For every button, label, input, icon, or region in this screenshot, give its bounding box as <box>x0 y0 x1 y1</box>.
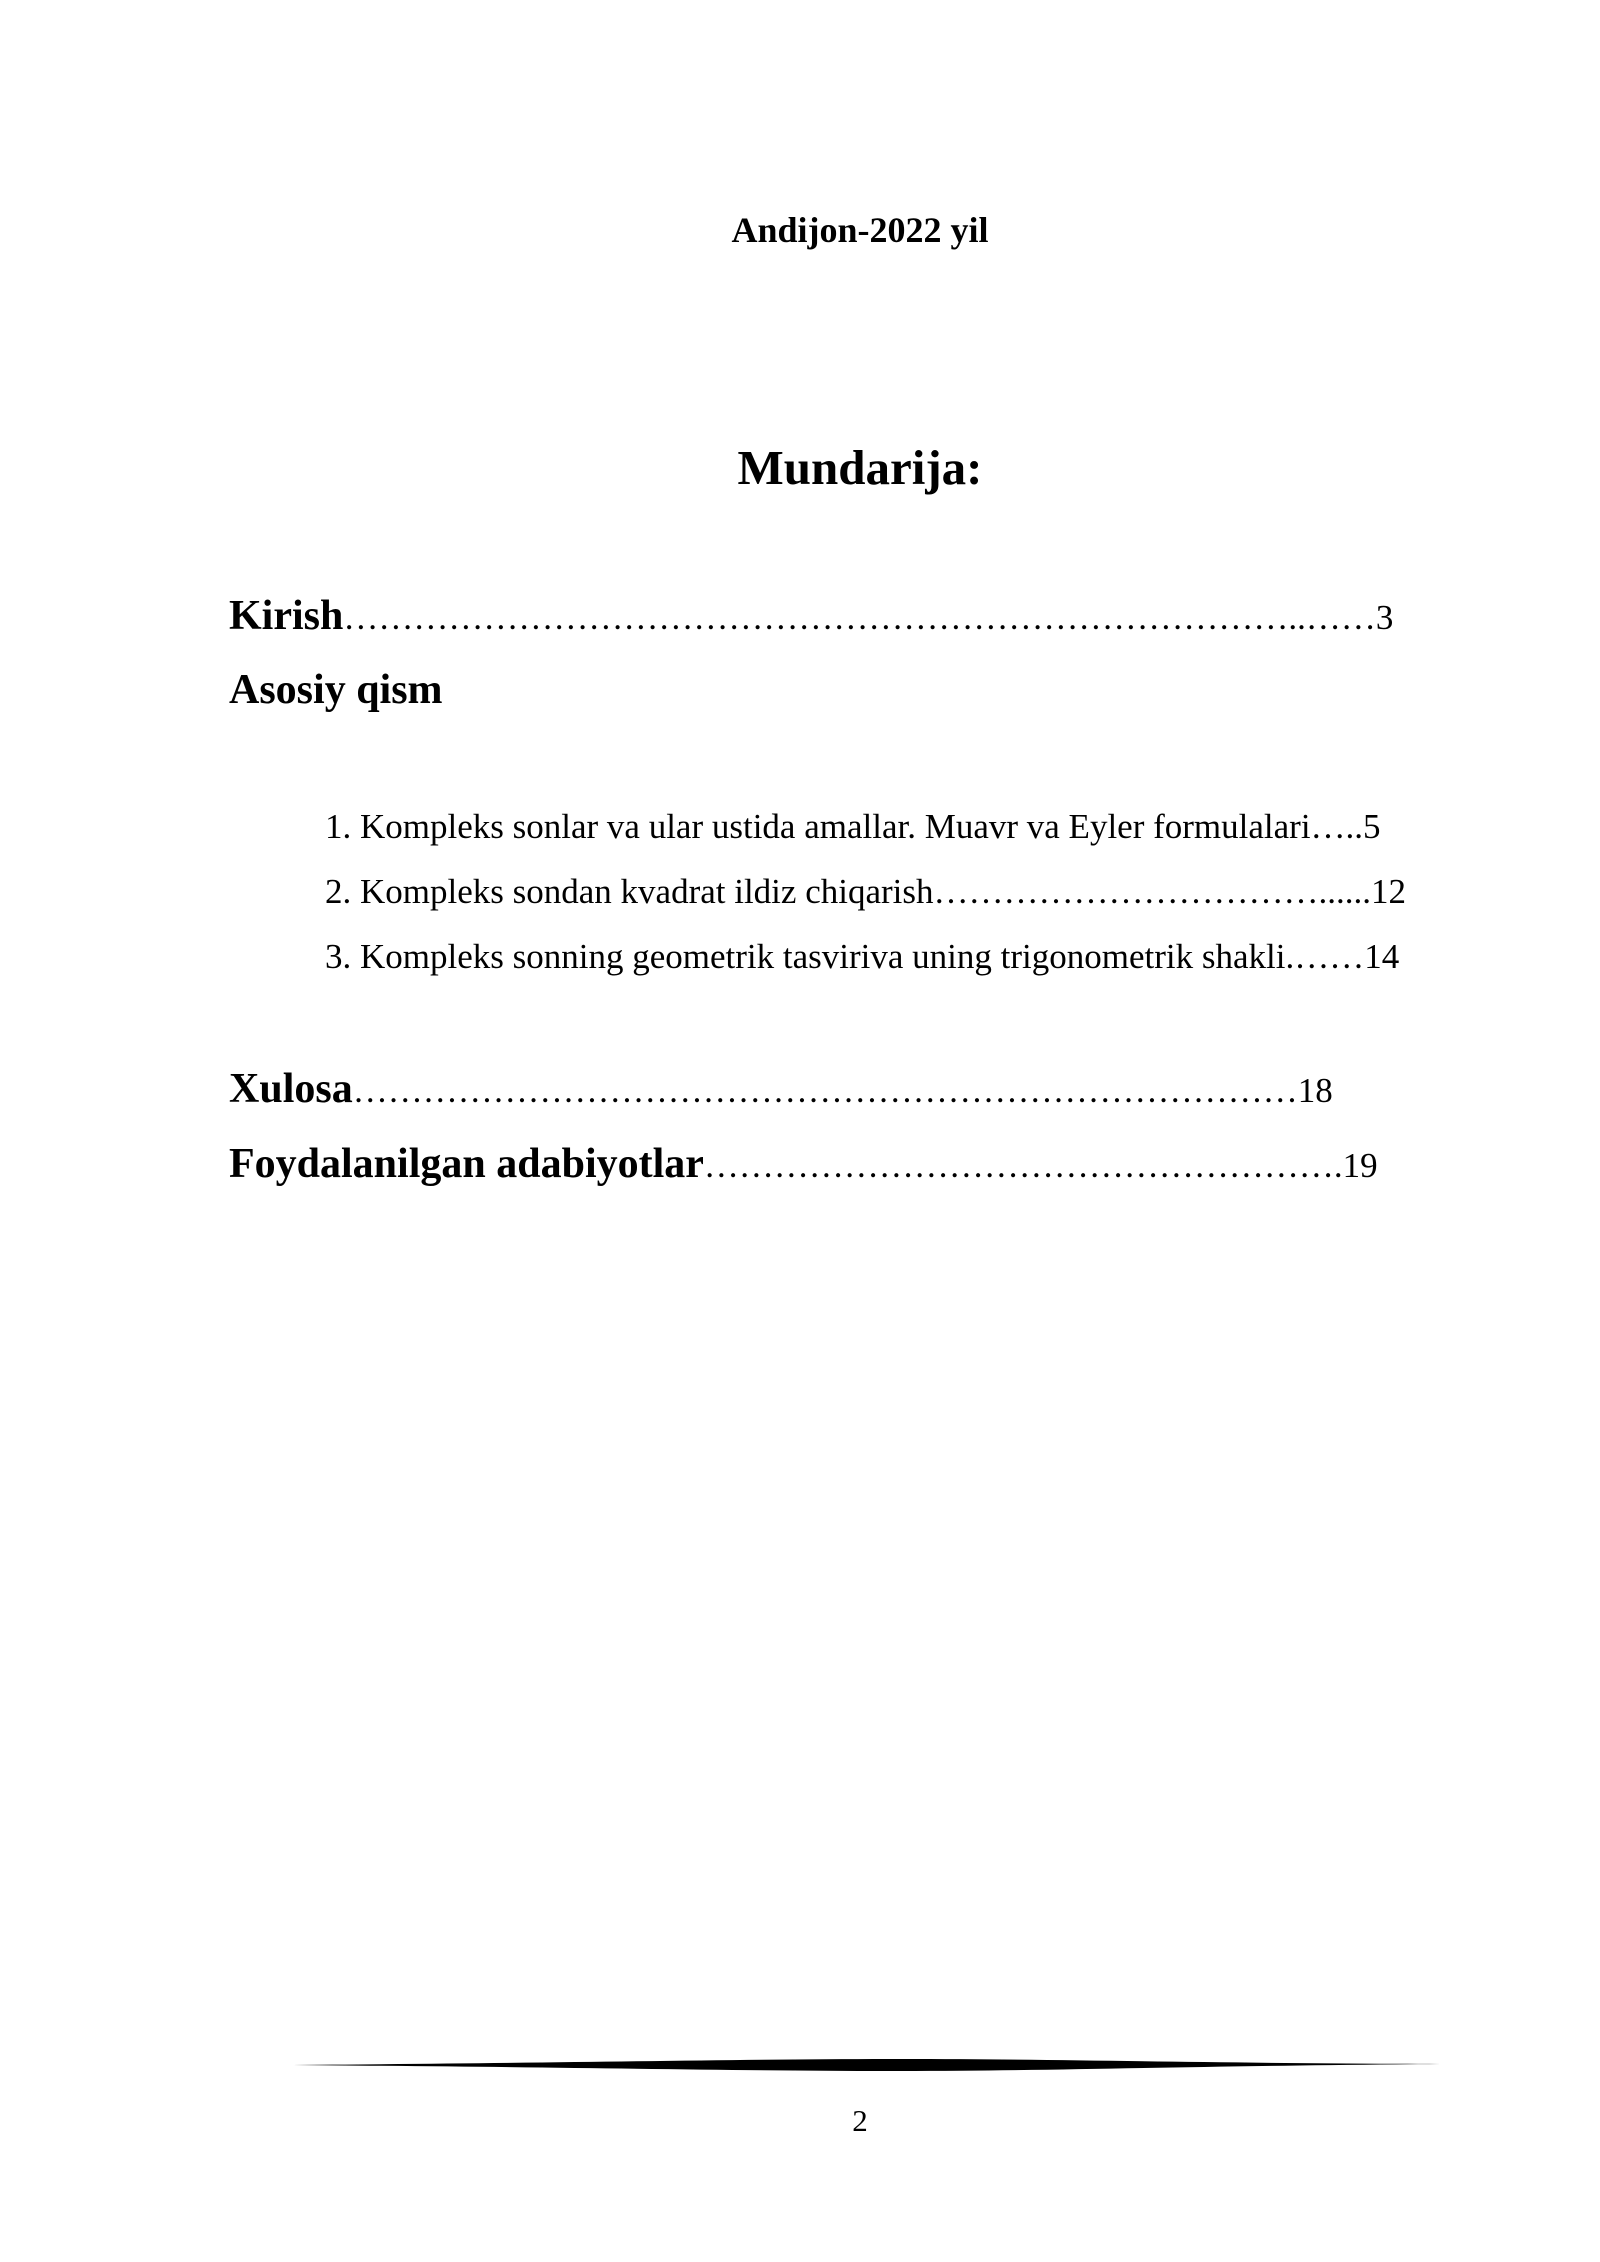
toc-subentry-1 <box>325 802 1381 852</box>
toc-entry-kirish <box>229 591 1489 644</box>
toc-entry-page: 3 <box>1375 598 1394 637</box>
toc-subentry-page: 5 <box>1363 807 1381 846</box>
toc-subentry-leader: ….. <box>1310 807 1364 846</box>
toc-entry-leader: ……………………………………………………………………… <box>352 1071 1298 1110</box>
toc-subentry-3 <box>325 932 1399 982</box>
city-year-heading: Andijon-2022 yil <box>731 210 989 250</box>
toc-section-label: Asosiy qism <box>229 667 443 713</box>
toc-entry-title: Kirish <box>229 593 344 639</box>
toc-subentry-2 <box>325 867 1406 917</box>
toc-entry-title: Foydalanilgan adabiyotlar <box>229 1141 704 1187</box>
toc-subentry-page: 14 <box>1364 937 1400 976</box>
toc-entry-leader: ………………………………………………. <box>703 1146 1343 1185</box>
page-number: 2 <box>852 2103 868 2138</box>
toc-entry-adabiyotlar <box>229 1139 1489 1192</box>
toc-subentry-title: 1. Kompleks sonlar va ular ustida amallar. Muavr va Eyler formulalari <box>325 807 1311 846</box>
toc-entry-page: 19 <box>1342 1146 1378 1185</box>
toc-subentry-leader: .…… <box>1285 937 1365 976</box>
toc-subentry-title: 2. Kompleks sondan kvadrat ildiz chiqarish <box>325 872 934 911</box>
toc-entry-title: Xulosa <box>229 1066 353 1112</box>
toc-entry-xulosa <box>229 1064 1489 1117</box>
toc-subentry-leader: ……………………………...... <box>933 872 1371 911</box>
toc-entry-leader: ………………………………………………………………………..…… <box>343 598 1376 637</box>
toc-heading: Mundarija: <box>737 440 983 495</box>
toc-subentry-title: 3. Kompleks sonning geometrik tasviriva uning trigonometrik shakli <box>325 937 1286 976</box>
footer-divider <box>280 2058 1440 2072</box>
toc-entry-page: 18 <box>1297 1071 1333 1110</box>
toc-subentry-page: 12 <box>1370 872 1406 911</box>
